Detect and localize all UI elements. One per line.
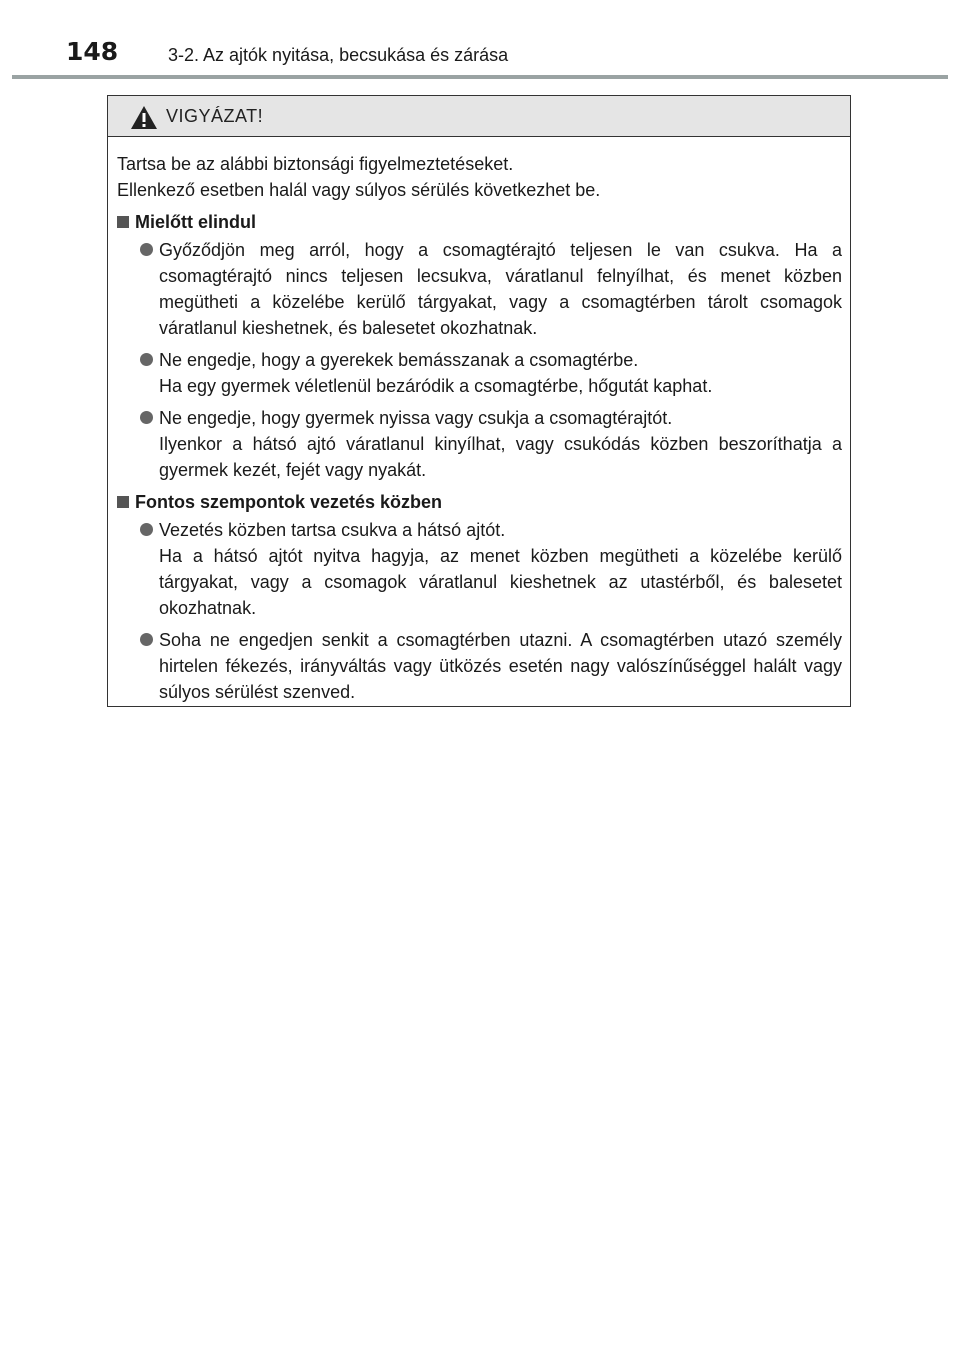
section-heading-text: Mielőtt elindul [135, 212, 256, 232]
section-while-driving [117, 489, 842, 705]
section-heading [117, 489, 842, 515]
caution-box [107, 95, 851, 707]
caution-body [108, 137, 850, 721]
caution-intro [117, 151, 842, 203]
square-icon [117, 216, 129, 228]
dot-icon [140, 243, 153, 256]
intro-line: Tartsa be az alábbi biztonsági figyelmeztetéseket. [117, 154, 514, 174]
dot-icon [140, 633, 153, 646]
warning-triangle-icon [130, 105, 158, 130]
dot-icon [140, 353, 153, 366]
square-icon [117, 496, 129, 508]
page-header [0, 0, 960, 80]
dot-icon [140, 523, 153, 536]
list-item [140, 405, 842, 483]
list-item [140, 347, 842, 399]
section-before-driving [117, 209, 842, 483]
list-item [140, 237, 842, 341]
bullet-text: Ha a hátsó ajtót nyitva hagyja, az menet közben megütheti a közelébe kerülő tárgyakat, vagy a csomagok váratlanul kieshetnek az utastérből, és balesetet okozhatnak. [159, 546, 842, 618]
page-number: 148 [66, 37, 119, 66]
bullet-text: Ne engedje, hogy gyermek nyissa vagy csukja a csomagtérajtót. [159, 408, 673, 428]
section-title: 3-2. Az ajtók nyitása, becsukása és zárása [168, 45, 509, 65]
header-rule [12, 75, 948, 79]
bullet-text: Soha ne engedjen senkit a csomagtérben utazni. A csomagtérben utazó személy hirtelen fékezés, irányváltás vagy ütközés esetén nagy valószínűséggel halált vagy súlyos sérülést szenved. [159, 630, 842, 702]
bullet-text: Ilyenkor a hátsó ajtó váratlanul kinyílhat, vagy csukódás közben beszoríthatja a gyermek kezét, fejét vagy nyakát. [159, 434, 842, 480]
intro-line: Ellenkező esetben halál vagy súlyos sérülés következhet be. [117, 180, 601, 200]
bullet-text: Ha egy gyermek véletlenül bezáródik a csomagtérbe, hőgutát kaphat. [159, 376, 713, 396]
list-item [140, 517, 842, 621]
bullet-text: Ne engedje, hogy a gyerekek bemásszanak a csomagtérbe. [159, 350, 639, 370]
section-heading [117, 209, 842, 235]
dot-icon [140, 411, 153, 424]
caution-title: VIGYÁZAT! [166, 106, 264, 126]
caution-header [108, 96, 850, 137]
bullet-text: Vezetés közben tartsa csukva a hátsó ajtót. [159, 520, 506, 540]
bullet-text: Győződjön meg arról, hogy a csomagtérajtó teljesen le van csukva. Ha a csomagtérajtó nincs teljesen lecsukva, váratlanul felnyílhat, és menet közben megütheti a közelébe kerülő tárgyakat, vagy a csomagtérben tárolt csomagok váratlanul kieshetnek, és balesetet okozhatnak. [159, 240, 842, 338]
list-item [140, 627, 842, 705]
section-heading-text: Fontos szempontok vezetés közben [135, 492, 443, 512]
